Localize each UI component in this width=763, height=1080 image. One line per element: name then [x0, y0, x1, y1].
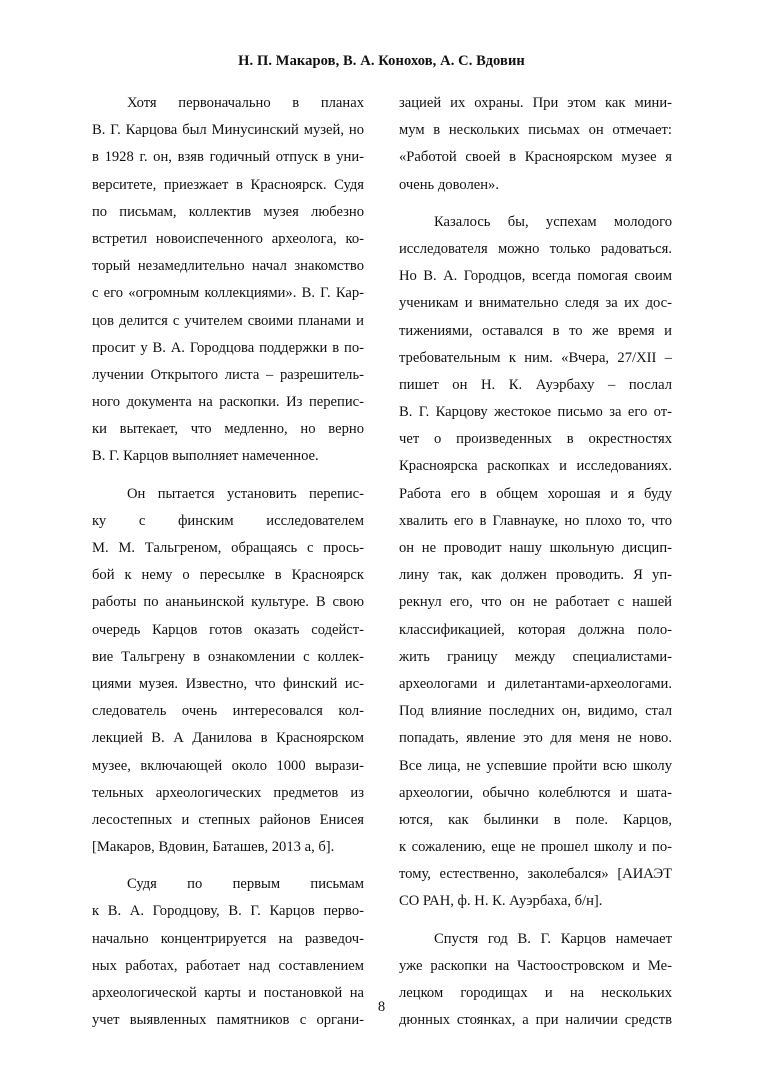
- text-line: уже раскопки на Частоостровском и Ме-: [399, 957, 672, 974]
- text-line: жить границу между специалистами-: [399, 648, 672, 665]
- text-line: Все лица, не успевшие пройти всю школу: [399, 757, 672, 774]
- text-line: археологами и дилетантами-археологами.: [399, 675, 672, 692]
- text-line: музее, включающей около 1000 вырази-: [92, 757, 364, 774]
- text-line: следователь очень интересовался кол-: [92, 703, 364, 720]
- text-line: пишет он Н. К. Ауэрбаху – послал: [399, 376, 672, 393]
- text-line: цов делится с учителем своими планами и: [92, 312, 364, 329]
- paragraph: [399, 926, 672, 1035]
- text-line: начально концентрируется на разведоч-: [92, 930, 364, 947]
- text-line: к В. А. Городцову, В. Г. Карцов перво-: [92, 903, 364, 920]
- text-line: ученикам и внимательно следя за их дос-: [399, 295, 672, 312]
- text-line: М. М. Тальгреном, обращаясь с прось-: [92, 540, 364, 556]
- text-line: Работа его в общем хорошая и я буду: [399, 485, 672, 502]
- text-line: исследователя можно только радоваться.: [399, 240, 672, 257]
- text-line: Но В. А. Городцов, всегда помогая своим: [399, 268, 672, 285]
- text-line: циями музея. Известно, что финский ис-: [92, 675, 364, 692]
- text-line: лучении Открытого листа – разрешитель-: [92, 366, 364, 383]
- text-line: Судя по первым письмам: [127, 876, 364, 893]
- text-line: ного документа на раскопки. Из перепис-: [92, 394, 364, 411]
- text-line: [Макаров, Вдовин, Баташев, 2013 а, б].: [92, 839, 335, 856]
- text-line: чет о произведенных в окрестностях: [399, 431, 672, 448]
- text-line: археологии, обычно колеблются и шата-: [399, 784, 672, 801]
- text-line: ются, как былинки в поле. Карцов,: [399, 811, 672, 828]
- text-line: торый незамедлительно начал знакомство: [92, 258, 364, 275]
- text-line: тельных археологических предметов из: [92, 784, 364, 801]
- text-line: Хотя первоначально в планах: [127, 95, 364, 111]
- page-number: 8: [377, 999, 386, 1015]
- text-line: хвалить его в Главнауке, но плохо то, что: [399, 512, 672, 529]
- paragraph: [92, 90, 364, 471]
- text-line: СО РАН, ф. Н. К. Ауэрбаха, б/н].: [399, 893, 603, 910]
- text-line: по письмам, коллектив музея любезно: [92, 203, 364, 220]
- text-line: ку с финским исследователем: [92, 512, 364, 529]
- paragraph: [399, 90, 672, 199]
- text-line: бой к нему о пересылке в Красноярск: [92, 567, 364, 584]
- paragraph-gap: [92, 471, 364, 481]
- text-line: В. Г. Карцова был Минусинский музей, но: [92, 122, 364, 139]
- text-line: лецком городищах и на нескольких: [399, 985, 672, 1001]
- text-line: дюнных стоянках, а при наличии средств: [399, 1012, 672, 1029]
- text-line: очень доволен».: [399, 176, 499, 193]
- text-line: «Работой своей в Красноярском музее я: [399, 149, 672, 166]
- text-line: тому, естественно, заколебался» [АИАЭТ: [399, 866, 672, 883]
- text-line: ки вытекает, что медленно, но верно: [92, 421, 364, 438]
- text-line: мум в нескольких письмах он отмечает:: [399, 122, 672, 139]
- right-column: [399, 90, 672, 1034]
- paragraph: [399, 209, 672, 916]
- text-line: попадать, явление это для меня не ново.: [399, 730, 672, 747]
- text-line: Казалось бы, успехам молодого: [434, 213, 672, 230]
- text-line: зацией их охраны. При этом как мини-: [399, 95, 672, 111]
- text-line: Под влияние последних он, видимо, стал: [399, 703, 672, 720]
- text-line: рекнул его, что он не работает с нашей: [399, 594, 672, 611]
- text-line: Красноярска раскопках и исследованиях.: [399, 458, 672, 475]
- text-line: работы по ананьинской культуре. В свою: [92, 594, 364, 611]
- text-line: встретил новоиспеченного археолога, ко-: [92, 230, 364, 247]
- text-line: очередь Карцов готов оказать содейст-: [92, 621, 364, 638]
- text-line: ных работах, работает над составлением: [92, 957, 364, 974]
- text-line: В. Г. Карцову жестокое письмо за его от-: [399, 404, 672, 421]
- paragraph: [92, 481, 364, 862]
- text-line: лину так, как должен проводить. Я уп-: [399, 567, 672, 584]
- text-line: археологической карты и постановкой на: [92, 985, 364, 1001]
- text-line: вие Тальгрену в ознакомлении с коллек-: [92, 648, 364, 665]
- text-line: Спустя год В. Г. Карцов намечает: [434, 930, 672, 947]
- text-line: классификацией, которая должна поло-: [399, 621, 672, 638]
- text-line: с его «огромным коллекциями». В. Г. Кар-: [92, 285, 364, 302]
- text-line: требовательным к ним. «Вчера, 27/XII –: [399, 349, 672, 366]
- text-line: Он пытается установить перепис-: [127, 485, 364, 502]
- text-line: верситете, приезжает в Красноярск. Судя: [92, 176, 364, 193]
- text-line: просит у В. А. Городцова поддержки в по-: [92, 339, 364, 356]
- text-line: в 1928 г. он, взяв годичный отпуск в уни-: [92, 149, 364, 166]
- text-line: В. Г. Карцов выполняет намеченное.: [92, 448, 319, 465]
- text-line: тижениями, оставался в то же время и: [399, 322, 672, 339]
- paragraph-gap: [399, 916, 672, 926]
- text-line: лесостепных и степных районов Енисея: [92, 811, 364, 828]
- paragraph-gap: [399, 199, 672, 209]
- running-header: Н. П. Макаров, В. А. Конохов, А. С. Вдовин: [238, 53, 525, 69]
- text-line: лекцией В. А Данилова в Красноярском: [92, 730, 364, 747]
- text-line: учет выявленных памятников с органи-: [92, 1012, 364, 1029]
- text-line: он не проводит нашу школьную дисцип-: [399, 540, 672, 556]
- left-column: [92, 90, 364, 1034]
- paragraph-gap: [92, 861, 364, 871]
- text-line: к сожалению, еще не прошел школу и по-: [399, 839, 672, 856]
